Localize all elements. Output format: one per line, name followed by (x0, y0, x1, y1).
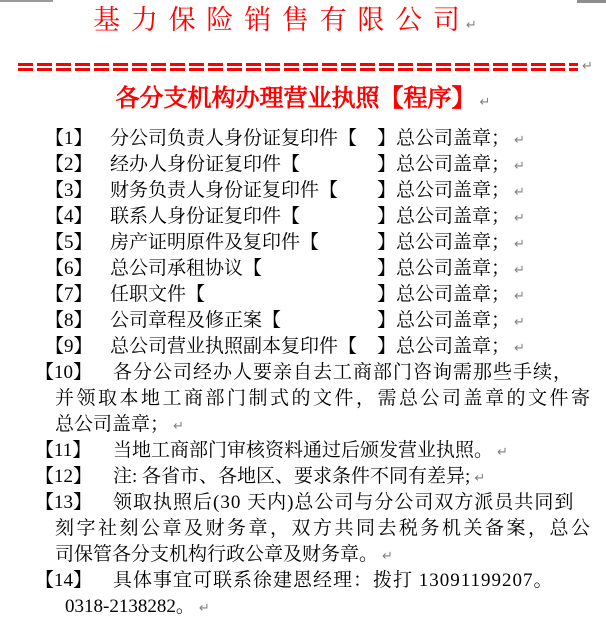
item-tail-text: 】总公司盖章； (377, 180, 511, 201)
item-tail (377, 126, 525, 154)
double-line-separator (18, 59, 593, 74)
separator-bar-top (18, 63, 578, 66)
paragraph-mark-icon: ↵ (582, 59, 593, 74)
item-tail (377, 230, 525, 258)
item-4 (0, 204, 606, 230)
item-number: 【1】 (45, 128, 93, 149)
item-number: 【3】 (45, 180, 93, 201)
item-13 (0, 490, 606, 516)
item-14 (0, 568, 606, 594)
item-10-cont (0, 386, 606, 412)
item-number: 【7】 (45, 284, 93, 305)
item-3 (0, 178, 606, 204)
item-5 (0, 230, 606, 256)
item-text: 经办人身份证复印件【 (110, 154, 301, 175)
item-text: 联系人身份证复印件【 (110, 206, 301, 227)
item-number: 【14】 (35, 570, 93, 591)
item-text: 刻字社刻公章及财务章，双方共同去税务机关备案，总公 (55, 518, 593, 539)
paragraph-mark-icon: ↵ (514, 341, 525, 356)
item-tail (377, 282, 525, 310)
item-tail-text: 】总公司盖章； (377, 258, 511, 279)
item-tail-text: 】总公司盖章； (377, 336, 511, 357)
paragraph-mark-icon: ↵ (514, 211, 525, 226)
item-number: 【12】 (35, 466, 93, 487)
item-text: 具体事宜可联系徐建恩经理：拨打 13091199207。 (113, 570, 554, 591)
item-number: 【9】 (45, 336, 93, 357)
item-tail (377, 334, 525, 362)
item-number: 【5】 (45, 232, 93, 253)
paragraph-mark-icon: ↵ (514, 237, 525, 252)
item-tail (377, 152, 525, 180)
item-12 (0, 464, 606, 490)
item-number: 【13】 (35, 492, 93, 513)
paragraph-mark-icon: ↵ (382, 549, 393, 564)
paragraph-mark-icon: ↵ (465, 18, 477, 33)
item-tail-text: 】总公司盖章； (377, 128, 511, 149)
item-tail (377, 204, 525, 232)
item-text: 分公司负责人身份证复印件【 (110, 128, 358, 149)
item-number: 【6】 (45, 258, 93, 279)
item-text-part: 当地工商部门审核资料通过后颁发营业执照。 (113, 440, 494, 461)
separator-bars (18, 63, 578, 71)
item-text-part: 注: 各省市、各地区、要求条件不同有差异; (113, 466, 471, 487)
item-tail-text: 】总公司盖章； (377, 232, 511, 253)
item-text: 各分公司经办人要亲自去工商部门咨询需那些手续， (113, 362, 574, 383)
page-corner-mark-left (0, 0, 53, 2)
paragraph-mark-icon: ↵ (497, 445, 508, 460)
item-tail-text: 】总公司盖章； (377, 154, 511, 175)
item-1 (0, 126, 606, 152)
item-text: 公司章程及修正案【 (110, 310, 282, 331)
procedure-list (0, 126, 606, 620)
item-13-cont (0, 516, 606, 542)
item-text (113, 464, 485, 492)
paragraph-mark-icon: ↵ (514, 159, 525, 174)
item-9 (0, 334, 606, 360)
section-heading-text: 各分支机构办理营业执照【程序】 (115, 86, 476, 112)
item-text: 领取执照后(30 天内)总公司与分公司双方派员共同到 (113, 492, 575, 513)
item-text (55, 412, 184, 440)
item-text (55, 542, 393, 570)
item-text: 总公司承租协议【 (110, 258, 263, 279)
company-title-text: 基 力 保 险 销 售 有 限 公 司 (93, 5, 462, 35)
paragraph-mark-icon: ↵ (514, 315, 525, 330)
item-10-cont (0, 412, 606, 438)
item-7 (0, 282, 606, 308)
paragraph-mark-icon: ↵ (514, 185, 525, 200)
item-text-part: 0318-2138282。 (65, 596, 195, 617)
company-title (0, 5, 606, 35)
item-text: 房产证明原件及复印件【 (110, 232, 320, 253)
item-text-part: 总公司盖章； (55, 414, 170, 435)
item-tail (377, 178, 525, 206)
item-number: 【4】 (45, 206, 93, 227)
separator-bar-bottom (18, 68, 578, 71)
item-14-cont (0, 594, 606, 620)
item-text: 财务负责人身份证复印件【 (110, 180, 339, 201)
paragraph-mark-icon: ↵ (514, 263, 525, 278)
item-8 (0, 308, 606, 334)
item-11 (0, 438, 606, 464)
page-corner-mark-right (577, 0, 606, 3)
paragraph-mark-icon: ↵ (514, 133, 525, 148)
item-tail-text: 】总公司盖章； (377, 284, 511, 305)
item-2 (0, 152, 606, 178)
item-text-part: 司保管各分支机构行政公章及财务章。 (55, 544, 379, 565)
item-6 (0, 256, 606, 282)
item-text: 总公司营业执照副本复印件【 (110, 336, 358, 357)
item-number: 【2】 (45, 154, 93, 175)
paragraph-mark-icon: ↵ (198, 601, 210, 616)
paragraph-mark-icon: ↵ (173, 419, 184, 434)
item-text: 任职文件【 (110, 284, 206, 305)
item-text (65, 594, 210, 622)
item-number: 【11】 (35, 440, 92, 461)
paragraph-mark-icon: ↵ (474, 471, 486, 486)
item-10 (0, 360, 606, 386)
paragraph-mark-icon: ↵ (479, 95, 491, 110)
item-13-cont (0, 542, 606, 568)
item-tail-text: 】总公司盖章； (377, 206, 511, 227)
item-text: 并领取本地工商部门制式的文件，需总公司盖章的文件寄 (55, 388, 593, 409)
item-text (113, 438, 508, 466)
item-tail-text: 】总公司盖章； (377, 310, 511, 331)
item-number: 【8】 (45, 310, 93, 331)
paragraph-mark-icon: ↵ (514, 289, 525, 304)
item-tail (377, 308, 525, 336)
item-tail (377, 256, 525, 284)
item-number: 【10】 (35, 362, 93, 383)
section-heading (0, 85, 606, 113)
